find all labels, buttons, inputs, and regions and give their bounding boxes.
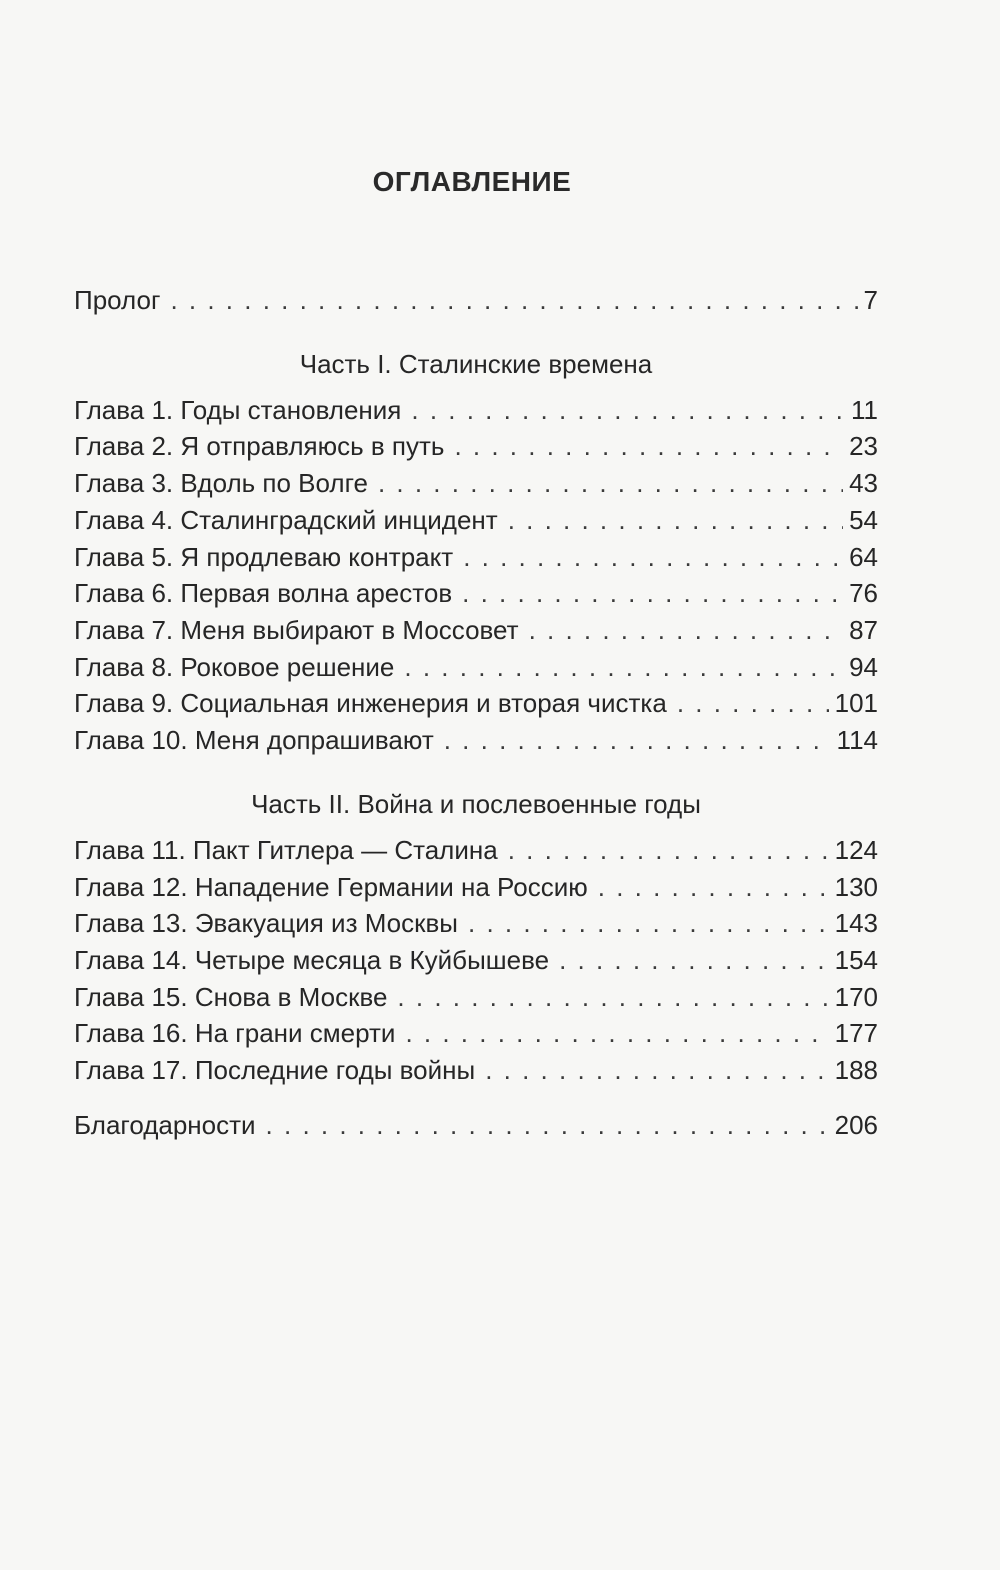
entry-label: Глава 3. Вдоль по Волге bbox=[74, 468, 368, 498]
toc-entry bbox=[74, 834, 878, 866]
entry-label: Глава 13. Эвакуация из Москвы bbox=[74, 908, 458, 938]
toc-entry bbox=[74, 724, 878, 756]
toc-entry bbox=[74, 577, 878, 609]
entry-label: Благодарности bbox=[74, 1110, 256, 1140]
entry-label: Глава 8. Роковое решение bbox=[74, 652, 395, 682]
dot-leader bbox=[529, 614, 844, 646]
toc-entry bbox=[74, 944, 878, 976]
toc-entry bbox=[74, 541, 878, 573]
dot-leader bbox=[170, 284, 857, 316]
toc-entry bbox=[74, 394, 878, 426]
toc-entry bbox=[74, 1054, 878, 1086]
entry-label: Глава 2. Я отправляюсь в путь bbox=[74, 431, 445, 461]
entry-label: Глава 9. Социальная инженерия и вторая чистка bbox=[74, 688, 667, 718]
entry-page-number: 11 bbox=[851, 395, 878, 425]
toc-entry bbox=[74, 871, 878, 903]
entry-label: Глава 6. Первая волна арестов bbox=[74, 578, 453, 608]
entry-page-number: 101 bbox=[834, 688, 878, 718]
entry-label: Глава 16. На грани смерти bbox=[74, 1018, 396, 1048]
entry-page-number: 206 bbox=[834, 1110, 878, 1140]
dot-leader bbox=[508, 504, 843, 536]
entry-page-number: 94 bbox=[849, 652, 878, 682]
dot-leader bbox=[485, 1054, 828, 1086]
dot-leader bbox=[463, 541, 843, 573]
entry-label: Глава 1. Годы становления bbox=[74, 395, 402, 425]
dot-leader bbox=[405, 1017, 828, 1049]
entry-page-number: 23 bbox=[849, 431, 878, 461]
dot-leader bbox=[559, 944, 829, 976]
dot-leader bbox=[404, 651, 843, 683]
toc-entry bbox=[74, 504, 878, 536]
entry-label: Глава 12. Нападение Германии на Россию bbox=[74, 872, 588, 902]
dot-leader bbox=[397, 981, 828, 1013]
entry-page-number: 143 bbox=[834, 908, 878, 938]
toc-entry-acknowledgements bbox=[74, 1109, 878, 1141]
entry-page-number: 170 bbox=[834, 982, 878, 1012]
entry-page-number: 43 bbox=[849, 468, 878, 498]
part-heading-1: Часть I. Сталинские времена bbox=[299, 349, 653, 379]
entry-page-number: 177 bbox=[834, 1018, 878, 1048]
toc-entry-prologue bbox=[74, 284, 878, 316]
entry-page-number: 188 bbox=[834, 1055, 878, 1085]
toc-entry bbox=[74, 981, 878, 1013]
entry-label: Пролог bbox=[74, 285, 161, 315]
entry-page-number: 154 bbox=[834, 945, 878, 975]
toc-entry bbox=[74, 467, 878, 499]
entry-label: Глава 4. Сталинградский инцидент bbox=[74, 505, 498, 535]
dot-leader bbox=[454, 430, 843, 462]
entry-label: Глава 5. Я продлеваю контракт bbox=[74, 542, 454, 572]
entry-label: Глава 17. Последние годы войны bbox=[74, 1055, 476, 1085]
entry-label: Глава 15. Снова в Москве bbox=[74, 982, 388, 1012]
toc-entry bbox=[74, 614, 878, 646]
dot-leader bbox=[444, 724, 831, 756]
dot-leader bbox=[411, 394, 845, 426]
dot-leader bbox=[468, 907, 829, 939]
toc-entry bbox=[74, 430, 878, 462]
entry-page-number: 87 bbox=[849, 615, 878, 645]
dot-leader bbox=[508, 834, 829, 866]
page-title: ОГЛАВЛЕНИЕ bbox=[372, 166, 572, 197]
entry-page-number: 124 bbox=[834, 835, 878, 865]
entry-page-number: 64 bbox=[849, 542, 878, 572]
entry-label: Глава 11. Пакт Гитлера — Сталина bbox=[74, 835, 498, 865]
dot-leader bbox=[598, 871, 829, 903]
entry-label: Глава 14. Четыре месяца в Куйбышеве bbox=[74, 945, 550, 975]
dot-leader bbox=[677, 687, 829, 719]
toc-entry bbox=[74, 1017, 878, 1049]
entry-page-number: 76 bbox=[849, 578, 878, 608]
entry-page-number: 114 bbox=[836, 725, 878, 755]
toc-entry bbox=[74, 651, 878, 683]
entry-label: Глава 10. Меня допрашивают bbox=[74, 725, 434, 755]
toc-entry bbox=[74, 907, 878, 939]
dot-leader bbox=[378, 467, 843, 499]
part-heading-2: Часть II. Война и послевоенные годы bbox=[251, 789, 701, 819]
entry-page-number: 54 bbox=[849, 505, 878, 535]
dot-leader bbox=[266, 1109, 829, 1141]
entry-page-number: 7 bbox=[863, 285, 878, 315]
dot-leader bbox=[462, 577, 843, 609]
toc-entry bbox=[74, 687, 878, 719]
entry-label: Глава 7. Меня выбирают в Моссовет bbox=[74, 615, 519, 645]
entry-page-number: 130 bbox=[834, 872, 878, 902]
